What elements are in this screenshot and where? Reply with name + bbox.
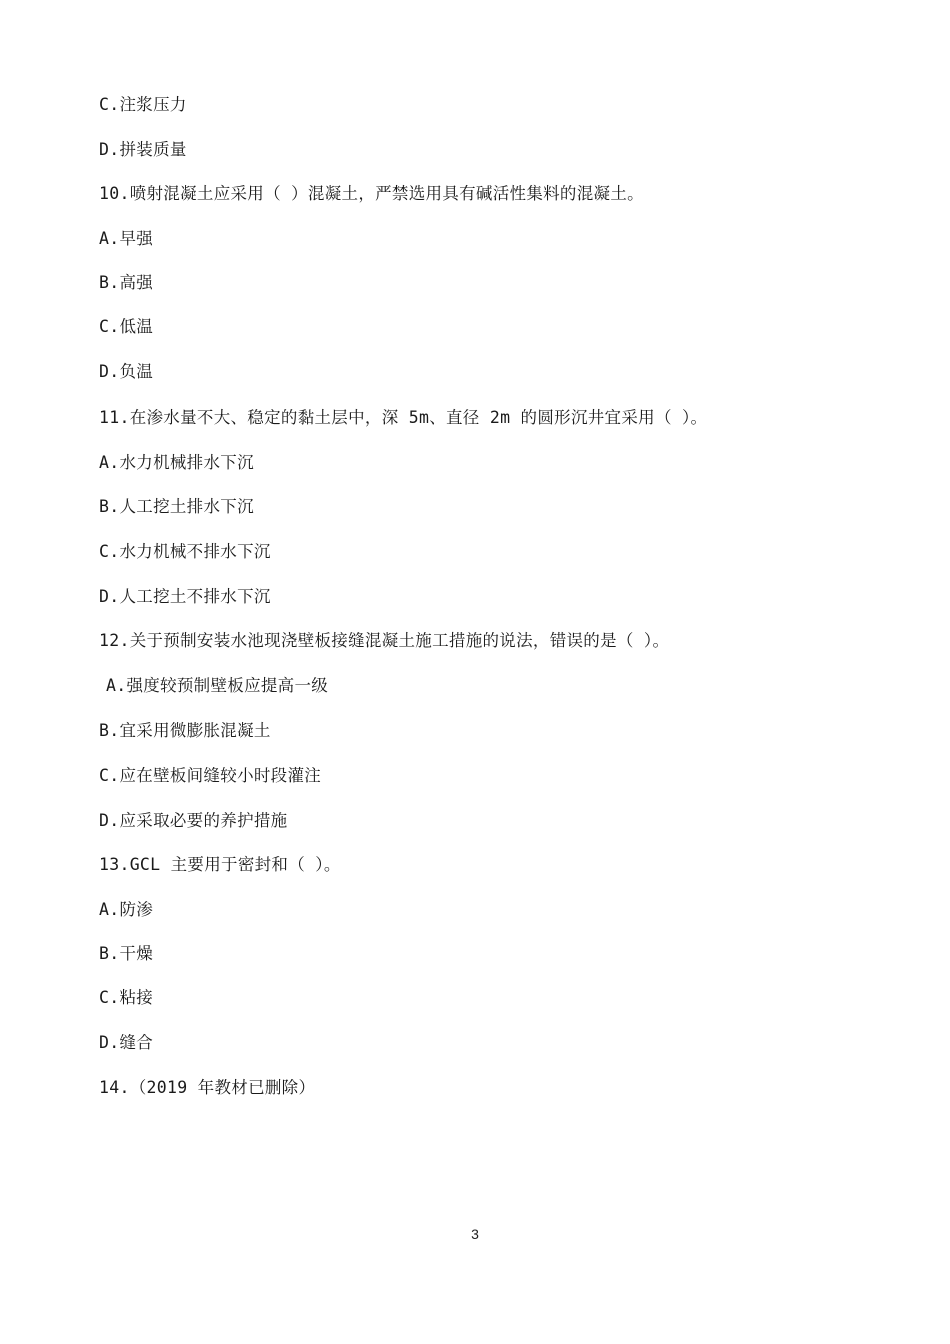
option-b-q11: B.人工挖土排水下沉 [99,497,254,516]
option-c-q9: C.注浆压力 [99,95,187,114]
option-b-q13: B.干燥 [99,944,154,963]
option-d-q9: D.拼装质量 [99,140,187,159]
option-b-q10: B.高强 [99,273,154,292]
option-d-q13: D.缝合 [99,1033,154,1052]
option-c-q13: C.粘接 [99,988,154,1007]
option-d-q10: D.负温 [99,362,154,381]
option-d-q11: D.人工挖土不排水下沉 [99,587,271,606]
option-b-q12: B.宜采用微膨胀混凝土 [99,721,271,740]
question-13: 13.GCL 主要用于密封和（ ）。 [99,855,341,874]
page-number: 3 [471,1226,479,1242]
option-a-q11: A.水力机械排水下沉 [99,453,254,472]
option-d-q12: D.应采取必要的养护措施 [99,811,288,830]
option-c-q12: C.应在壁板间缝较小时段灌注 [99,766,322,785]
question-10: 10.喷射混凝土应采用（ ）混凝土，严禁选用具有碱活性集料的混凝土。 [99,184,644,203]
question-11: 11.在渗水量不大、稳定的黏土层中，深 5m、直径 2m 的圆形沉井宜采用（ ）。 [99,408,708,427]
question-14: 14.（2019 年教材已删除） [99,1078,316,1097]
question-12: 12.关于预制安装水池现浇壁板接缝混凝土施工措施的说法，错误的是（ ）。 [99,631,670,650]
option-c-q10: C.低温 [99,317,154,336]
option-a-q12: A.强度较预制壁板应提高一级 [106,676,329,695]
option-a-q10: A.早强 [99,229,154,248]
option-a-q13: A.防渗 [99,900,154,919]
option-c-q11: C.水力机械不排水下沉 [99,542,271,561]
